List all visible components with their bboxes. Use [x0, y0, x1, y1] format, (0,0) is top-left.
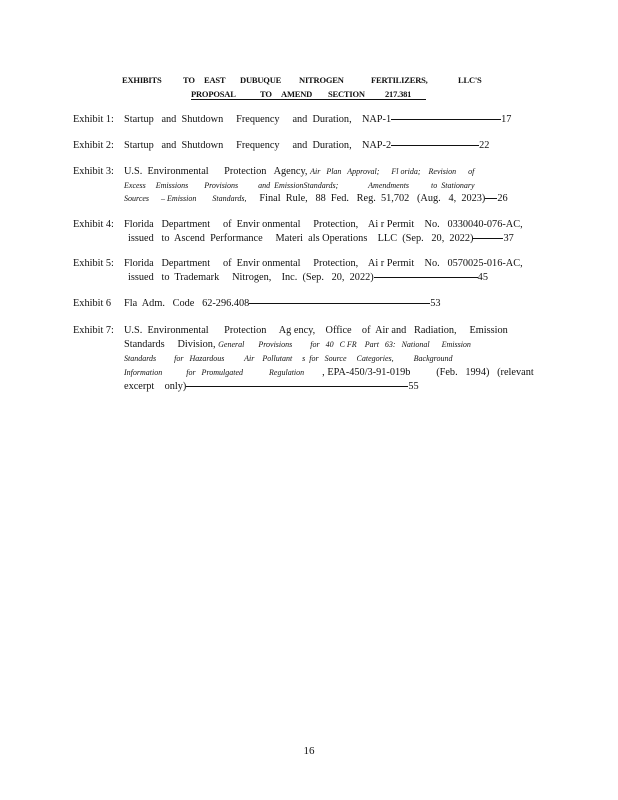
exhibit-5-line1: Florida Department of Envir onmental Protection, Ai r Permit No. 0570025-016-AC, — [124, 258, 523, 269]
exhibit-7-row — [73, 324, 508, 338]
exhibit-3-line3-roman: Final Rule, 88 Fed. Reg. 51,702 (Aug. 4, 2023) — [259, 193, 486, 204]
header-word-east: EAST — [204, 75, 226, 85]
exhibit-4-line2-row — [128, 232, 514, 246]
exhibit-3-line3 — [124, 192, 508, 206]
exhibit-7-line2-roman: Standards Division, — [124, 339, 216, 350]
exhibit-7-line2-italic: General Provisions for 40 C FR Part 63: National Emission — [218, 340, 471, 349]
exhibit-1-row — [73, 113, 511, 127]
header-word-number: 217.381 — [385, 89, 412, 99]
exhibit-1-title: Startup and Shutdown Frequency and Duration, NAP-1 — [124, 114, 392, 125]
exhibit-3-line2 — [124, 179, 475, 193]
exhibit-3-row — [73, 165, 474, 179]
exhibit-4-line1: Florida Department of Envir onmental Protection, Ai r Permit No. 0330040-076-AC, — [124, 219, 523, 230]
header-word-dubuque: DUBUQUE — [240, 75, 282, 85]
header-word-fertilizers: FERTILIZERS, — [371, 75, 428, 85]
exhibit-7-leader — [186, 386, 408, 387]
exhibit-3-line2-italic: Excess Emissions Provisions and EmissionStandards; Amendments to Stationary — [124, 181, 475, 190]
header-word-exhibits: EXHIBITS — [122, 75, 162, 85]
exhibit-7-label: Exhibit 7: — [73, 325, 114, 336]
exhibit-2-title: Startup and Shutdown Frequency and Duration, NAP-2 — [124, 140, 392, 151]
exhibit-3-page: 26 — [497, 193, 508, 204]
exhibit-7-line4-row — [124, 366, 534, 380]
exhibit-5-row — [73, 257, 523, 271]
exhibit-7-line1: U.S. Environmental Protection Ag ency, Office of Air and Radiation, Emission — [124, 325, 508, 336]
exhibit-5-line2: issued to Trademark Nitrogen, Inc. (Sep. 20, 2022) — [128, 272, 374, 283]
exhibit-1-leader — [391, 119, 501, 120]
exhibit-3-label: Exhibit 3: — [73, 166, 114, 177]
header-word-amend: AMEND — [281, 89, 313, 99]
exhibit-7-line5: excerpt only) — [124, 381, 187, 392]
exhibit-3-leader — [485, 198, 497, 199]
header-word-proposal: PROPOSAL — [191, 89, 236, 99]
header-word-nitrogen: NITROGEN — [299, 75, 344, 85]
exhibit-7-line4-italic: Information for Promulgated Regulation — [124, 368, 305, 377]
exhibit-1-label: Exhibit 1: — [73, 114, 114, 125]
header-word-to-2: TO — [260, 89, 272, 99]
exhibit-2-leader — [391, 145, 479, 146]
exhibit-3-line3-italic: Sources – Emission Standards, — [124, 194, 247, 203]
exhibit-5-leader — [374, 277, 478, 278]
exhibit-7-page: 55 — [408, 381, 419, 392]
exhibit-4-leader — [473, 238, 503, 239]
header-underline — [191, 99, 426, 100]
exhibit-4-row — [73, 218, 523, 232]
exhibit-7-line3-italic: Standards for Hazardous Air Pollutant s for Source Categories, Background — [124, 354, 453, 363]
exhibit-7-line4-roman: , EPA-450/3-91-019b (Feb. 1994) (relevant — [322, 367, 534, 378]
exhibit-6-label: Exhibit 6 — [73, 298, 112, 309]
exhibit-1-page: 17 — [501, 114, 512, 125]
exhibit-4-line2: issued to Ascend Performance Materi als Operations LLC (Sep. 20, 2022) — [128, 233, 474, 244]
exhibit-7-line3-row — [124, 352, 452, 366]
exhibit-6-title: Fla Adm. Code 62-296.408 — [124, 298, 250, 309]
exhibit-5-page: 45 — [477, 272, 488, 283]
exhibit-5-line2-row — [128, 271, 488, 285]
exhibit-7-line2-row — [124, 338, 471, 352]
header-word-to: TO — [183, 75, 195, 85]
page-number: 16 — [303, 745, 315, 757]
header-word-section: SECTION — [328, 89, 365, 99]
exhibit-4-page: 37 — [503, 233, 514, 244]
exhibit-6-page: 53 — [430, 298, 441, 309]
exhibit-5-label: Exhibit 5: — [73, 258, 114, 269]
exhibit-3-line1-italic: Air Plan Approval; Fl orida; Revision of — [310, 167, 475, 176]
exhibit-3-line1-roman: U.S. Environmental Protection Agency, — [124, 166, 308, 177]
exhibit-6-row — [73, 297, 441, 311]
exhibit-2-page: 22 — [479, 140, 490, 151]
header-word-llcs: LLC'S — [458, 75, 482, 85]
exhibit-4-label: Exhibit 4: — [73, 219, 114, 230]
exhibit-6-leader — [249, 303, 430, 304]
exhibit-7-line5-row — [124, 380, 419, 394]
exhibit-2-row — [73, 139, 489, 153]
exhibit-2-label: Exhibit 2: — [73, 140, 114, 151]
